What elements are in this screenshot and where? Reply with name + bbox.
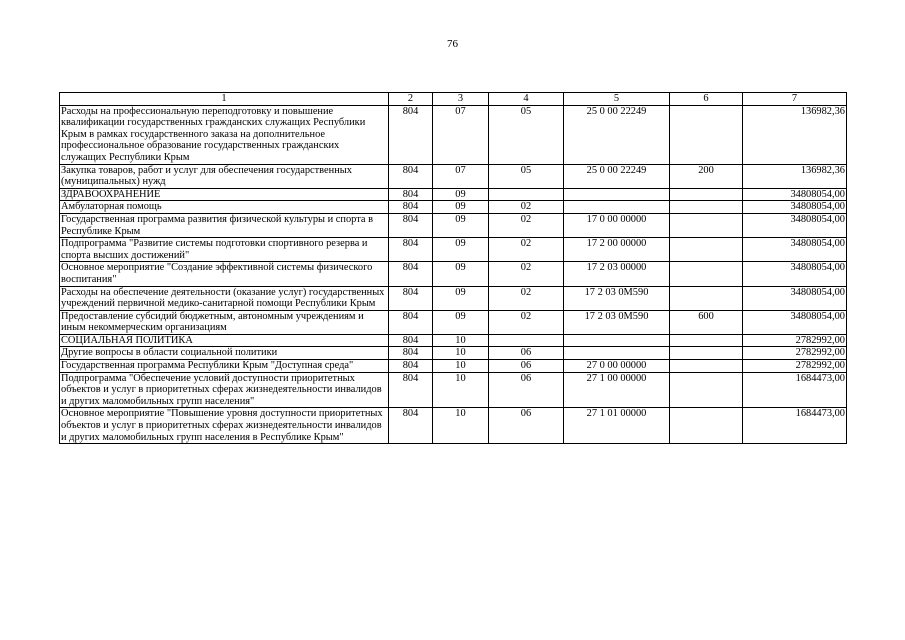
table-row <box>60 262 847 286</box>
amount: 2782992,00 <box>743 347 847 360</box>
row-name: Основное мероприятие "Создание эффективной системы физического воспитания" <box>60 262 389 286</box>
ministry-code: 804 <box>389 360 433 373</box>
amount: 136982,36 <box>743 164 847 188</box>
section-code: 10 <box>433 334 489 347</box>
expense-type-code <box>670 213 743 237</box>
target-article-code: 17 0 00 00000 <box>564 213 670 237</box>
expense-type-code: 600 <box>670 310 743 334</box>
subsection-code: 02 <box>489 286 564 310</box>
subsection-code: 02 <box>489 262 564 286</box>
expense-type-code <box>670 408 743 444</box>
ministry-code: 804 <box>389 188 433 201</box>
amount: 2782992,00 <box>743 334 847 347</box>
table-row <box>60 201 847 214</box>
column-header: 7 <box>743 93 847 106</box>
column-header: 5 <box>564 93 670 106</box>
target-article-code <box>564 347 670 360</box>
amount: 34808054,00 <box>743 286 847 310</box>
subsection-code: 02 <box>489 213 564 237</box>
row-name: Подпрограмма "Развитие системы подготовки спортивного резерва и спорта высших достижений" <box>60 238 389 262</box>
target-article-code: 25 0 00 22249 <box>564 164 670 188</box>
table-row <box>60 372 847 408</box>
expense-type-code <box>670 347 743 360</box>
target-article-code: 17 2 00 00000 <box>564 238 670 262</box>
ministry-code: 804 <box>389 310 433 334</box>
subsection-code: 02 <box>489 238 564 262</box>
target-article-code: 17 2 03 00000 <box>564 262 670 286</box>
subsection-code: 05 <box>489 105 564 164</box>
section-code: 09 <box>433 262 489 286</box>
amount: 34808054,00 <box>743 188 847 201</box>
amount: 34808054,00 <box>743 201 847 214</box>
table-row <box>60 334 847 347</box>
row-name: Расходы на профессиональную переподготовку и повышение квалификации государственных гражданских служащих Республики Крым в рамках государственного заказа на дополнительное профессиональное образование государственных гражданских служащих Республики Крым <box>60 105 389 164</box>
ministry-code: 804 <box>389 372 433 408</box>
ministry-code: 804 <box>389 213 433 237</box>
column-header: 3 <box>433 93 489 106</box>
section-code: 09 <box>433 310 489 334</box>
subsection-code: 06 <box>489 360 564 373</box>
table-row <box>60 238 847 262</box>
target-article-code: 25 0 00 22249 <box>564 105 670 164</box>
section-code: 09 <box>433 286 489 310</box>
target-article-code: 27 0 00 00000 <box>564 360 670 373</box>
column-header: 6 <box>670 93 743 106</box>
ministry-code: 804 <box>389 262 433 286</box>
amount: 34808054,00 <box>743 213 847 237</box>
expense-type-code: 200 <box>670 164 743 188</box>
table-row <box>60 347 847 360</box>
row-name: СОЦИАЛЬНАЯ ПОЛИТИКА <box>60 334 389 347</box>
amount: 34808054,00 <box>743 310 847 334</box>
subsection-code: 06 <box>489 408 564 444</box>
table-row <box>60 286 847 310</box>
table-row <box>60 188 847 201</box>
amount: 136982,36 <box>743 105 847 164</box>
page-number: 76 <box>447 38 458 50</box>
section-code: 10 <box>433 360 489 373</box>
row-name: ЗДРАВООХРАНЕНИЕ <box>60 188 389 201</box>
expense-type-code <box>670 360 743 373</box>
section-code: 07 <box>433 164 489 188</box>
section-code: 10 <box>433 347 489 360</box>
budget-table <box>59 92 847 444</box>
expense-type-code <box>670 238 743 262</box>
row-name: Государственная программа развития физической культуры и спорта в Республике Крым <box>60 213 389 237</box>
target-article-code: 27 1 01 00000 <box>564 408 670 444</box>
table-row <box>60 408 847 444</box>
row-name: Другие вопросы в области социальной политики <box>60 347 389 360</box>
subsection-code <box>489 334 564 347</box>
section-code: 09 <box>433 188 489 201</box>
ministry-code: 804 <box>389 347 433 360</box>
target-article-code <box>564 188 670 201</box>
amount: 34808054,00 <box>743 262 847 286</box>
amount: 34808054,00 <box>743 238 847 262</box>
target-article-code <box>564 201 670 214</box>
ministry-code: 804 <box>389 408 433 444</box>
amount: 1684473,00 <box>743 372 847 408</box>
section-code: 09 <box>433 213 489 237</box>
ministry-code: 804 <box>389 238 433 262</box>
table-row <box>60 105 847 164</box>
row-name: Государственная программа Республики Крым "Доступная среда" <box>60 360 389 373</box>
expense-type-code <box>670 286 743 310</box>
amount: 2782992,00 <box>743 360 847 373</box>
row-name: Подпрограмма "Обеспечение условий доступности приоритетных объектов и услуг в приоритетных сферах жизнедеятельности инвалидов и других маломобильных групп населения" <box>60 372 389 408</box>
subsection-code: 06 <box>489 347 564 360</box>
row-name: Закупка товаров, работ и услуг для обеспечения государственных (муниципальных) нужд <box>60 164 389 188</box>
section-code: 09 <box>433 238 489 262</box>
section-code: 09 <box>433 201 489 214</box>
column-header: 2 <box>389 93 433 106</box>
table-row <box>60 164 847 188</box>
ministry-code: 804 <box>389 164 433 188</box>
expense-type-code <box>670 201 743 214</box>
row-name: Предоставление субсидий бюджетным, автономным учреждениям и иным некоммерческим организациям <box>60 310 389 334</box>
expense-type-code <box>670 262 743 286</box>
subsection-code: 06 <box>489 372 564 408</box>
column-header: 4 <box>489 93 564 106</box>
target-article-code <box>564 334 670 347</box>
subsection-code <box>489 188 564 201</box>
row-name: Расходы на обеспечение деятельности (оказание услуг) государственных учреждений первичной медико-санитарной помощи Республики Крым <box>60 286 389 310</box>
table-row <box>60 360 847 373</box>
section-code: 10 <box>433 408 489 444</box>
subsection-code: 02 <box>489 310 564 334</box>
section-code: 07 <box>433 105 489 164</box>
target-article-code: 27 1 00 00000 <box>564 372 670 408</box>
expense-type-code <box>670 188 743 201</box>
target-article-code: 17 2 03 0М590 <box>564 286 670 310</box>
subsection-code: 05 <box>489 164 564 188</box>
expense-type-code <box>670 334 743 347</box>
column-header: 1 <box>60 93 389 106</box>
row-name: Амбулаторная помощь <box>60 201 389 214</box>
amount: 1684473,00 <box>743 408 847 444</box>
ministry-code: 804 <box>389 286 433 310</box>
table-row <box>60 310 847 334</box>
row-name: Основное мероприятие "Повышение уровня доступности приоритетных объектов и услуг в приоритетных сферах жизнедеятельности инвалидов и других маломобильных групп населения в Республике Крым" <box>60 408 389 444</box>
subsection-code: 02 <box>489 201 564 214</box>
section-code: 10 <box>433 372 489 408</box>
ministry-code: 804 <box>389 334 433 347</box>
table-row <box>60 213 847 237</box>
table-header-row <box>60 93 847 106</box>
ministry-code: 804 <box>389 201 433 214</box>
expense-type-code <box>670 372 743 408</box>
target-article-code: 17 2 03 0М590 <box>564 310 670 334</box>
ministry-code: 804 <box>389 105 433 164</box>
expense-type-code <box>670 105 743 164</box>
